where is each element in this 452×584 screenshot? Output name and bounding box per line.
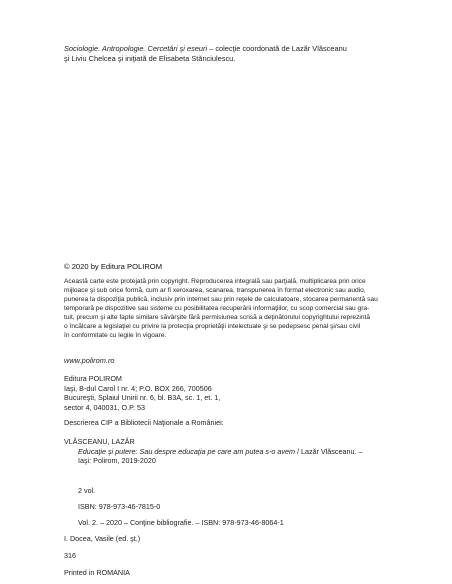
publisher-address-line: Iaşi, B-dul Carol I nr. 4; P.O. BOX 266, 700506 [64, 383, 212, 393]
publisher-name: Editura POLIROM [64, 374, 122, 383]
series-description: – colecţie coordonată de Lazăr Vlăsceanu [207, 44, 347, 53]
cip-responsibility: / Lazăr Vlăsceanu. – [294, 446, 363, 456]
cip-volume-note: Vol. 2. – 2020 – Conţine bibliografie. – ISBN: 978-973-46-8064-1 [78, 518, 284, 527]
legal-line: punerea la dispoziţia publică, inclusiv prin internet sau prin reţele de calculatoare, stocarea permanentă sau [64, 296, 378, 303]
series-description-line2: şi Liviu Chelcea şi iniţiată de Elisabeta Stănciulescu. [64, 54, 236, 63]
cip-title-line [64, 447, 404, 457]
cip-udc: 316 [64, 551, 76, 560]
publisher-address [64, 374, 220, 412]
cip-imprint: Iaşi: Polirom, 2019-2020 [78, 456, 156, 466]
legal-line: o încălcare a legislaţiei cu privire la protecţia proprietăţii intelectuale şi se pedepsesc penal şi/sau civil [64, 323, 361, 330]
publisher-address-line: sector 4, 040031, O.P. 53 [64, 402, 145, 412]
publisher-address-line: Bucureşti, Splaiul Unirii nr. 6, bl. B3A, sc. 1, et. 1, [64, 393, 221, 403]
series-note [64, 44, 394, 64]
legal-line: temporară pe dispozitive sau sisteme cu posibilitatea recuperării informaţiilor, cu scop comercial sau gra- [64, 305, 370, 312]
cip-volumes: 2 vol. [78, 486, 96, 495]
legal-line: în conformitate cu legile în vigoare. [64, 332, 167, 339]
copyright-notice: © 2020 by Editura POLIROM [64, 262, 163, 271]
cip-record [64, 437, 404, 466]
cip-title: Educaţie şi putere: Sau despre educaţia pe care am putea s-o avem [78, 446, 295, 456]
cip-isbn-set: ISBN: 978-973-46-7815-0 [78, 502, 161, 511]
cip-author: VLĂSCEANU, LAZĂR [64, 437, 135, 446]
cip-added-entry: I. Docea, Vasile (ed. şt.) [64, 534, 141, 543]
legal-line: Această carte este protejată prin copyright. Reproducerea integrală sau parţială, multiplicarea prin orice [64, 278, 366, 285]
cip-heading: Descrierea CIP a Bibliotecii Naţionale a României: [64, 418, 224, 427]
legal-notice [64, 277, 392, 340]
publisher-website: www.polirom.ro [64, 356, 115, 365]
legal-line: tuit, precum şi alte fapte similare săvârşite fără permisiunea scrisă a deţinătorului copyrightului reprezintă [64, 314, 371, 321]
printed-in: Printed in ROMANIA [64, 568, 130, 577]
legal-line: mijloace şi sub orice formă, cum ar fi xeroxarea, scanarea, transpunerea în format electronic sau audio, [64, 287, 366, 294]
series-title: Sociologie. Antropologie. Cercetări şi eseuri [64, 44, 208, 53]
